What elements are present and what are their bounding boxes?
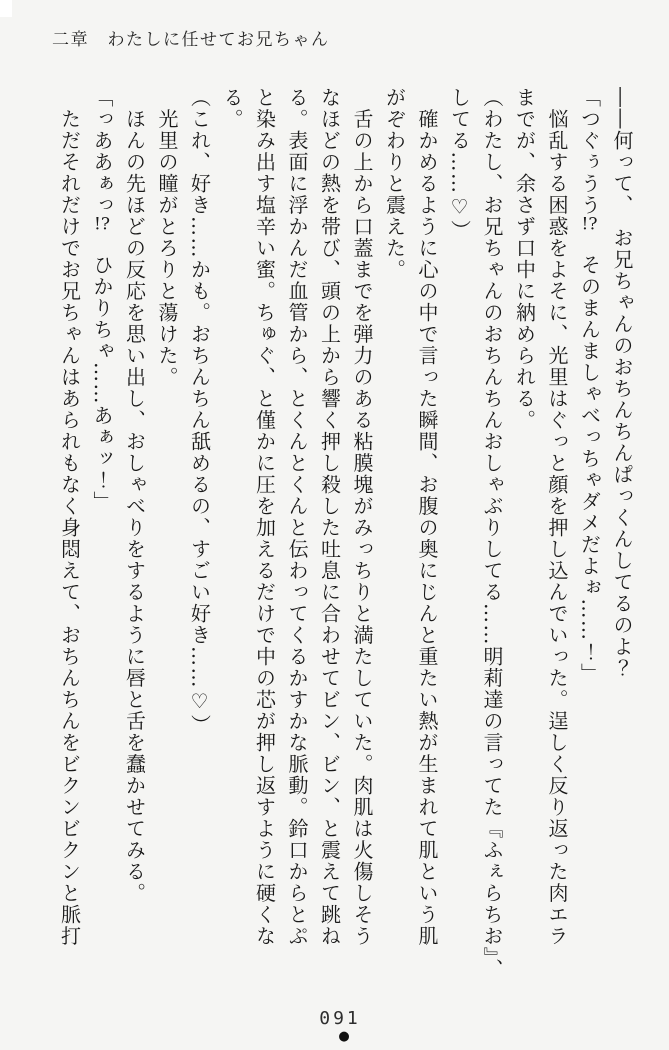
- footer-dot: ●: [338, 1029, 350, 1044]
- tate-chu-yoko: !?: [94, 216, 110, 233]
- tate-chu-yoko: !?: [581, 216, 598, 233]
- text-line: なほどの熱を帯び、頭の上から響く押し殺した吐息に合わせてビン、ビン、と震えて跳ね: [317, 87, 342, 947]
- page-number: 091: [319, 1008, 361, 1029]
- text-line: 悩乱する困惑をよそに、光里はぐっと顔を押し込んでいった。逞しく反り返った肉エラ: [545, 87, 569, 947]
- text-line: までが、余さず口中に納められる。: [512, 87, 537, 431]
- text-line: ただそれだけでお兄ちゃんはあられもなく身悶えて、おちんちんをビクンビクンと脈打: [57, 87, 82, 947]
- text-line: 光里の瞳がとろりと蕩けた。: [155, 87, 179, 388]
- text-line: （わたし、お兄ちゃんのおちんちんおしゃぶりしてる……明莉達の言ってた『ふぇらちお』、: [480, 87, 504, 980]
- scan-artifact: [0, 0, 12, 17]
- text-line: 舌の上から口蓋までを弾力のある粘膜塊がみっちりと満たしていた。肉肌は火傷しそう: [350, 87, 374, 947]
- text-line: 「っああぁっ!? ひかりちゃ……あぁッ！」: [90, 87, 114, 513]
- text-line: がぞわりと震えた。: [382, 87, 407, 281]
- text-line: と染み出す塩辛い蜜。ちゅぐ、と僅かに圧を加えるだけで中の芯が押し返すように硬くな: [252, 87, 277, 947]
- chapter-running-head: 二章 わたしに任せてお兄ちゃん: [52, 30, 330, 50]
- text-line: ――何って、 お兄ちゃんのおちんちんぱっくんしてるのよ？: [610, 87, 634, 679]
- text-line: 確かめるように心の中で言った瞬間、お腹の奥にじんと重たい熱が生まれて肌という肌: [415, 87, 439, 947]
- text-line: してる……♡）: [447, 87, 472, 242]
- text-line: 「つぐぅうう!? そのまんましゃべっちゃダメだよぉ……！」: [577, 87, 602, 685]
- body-text: [53, 87, 638, 980]
- text-line: る。表面に浮かんだ血管から、とくんとくんと伝わってくるかすかな脈動。鈴口からとぷ: [285, 87, 309, 947]
- text-line: る。: [220, 87, 244, 130]
- text-line: （これ、好き……かも。おちんちん舐めるの、すごい好き……♡）: [187, 87, 212, 736]
- text-line: ほんの先ほどの反応を思い出し、おしゃべりをするように唇と舌を蠢かせてみる。: [122, 87, 147, 904]
